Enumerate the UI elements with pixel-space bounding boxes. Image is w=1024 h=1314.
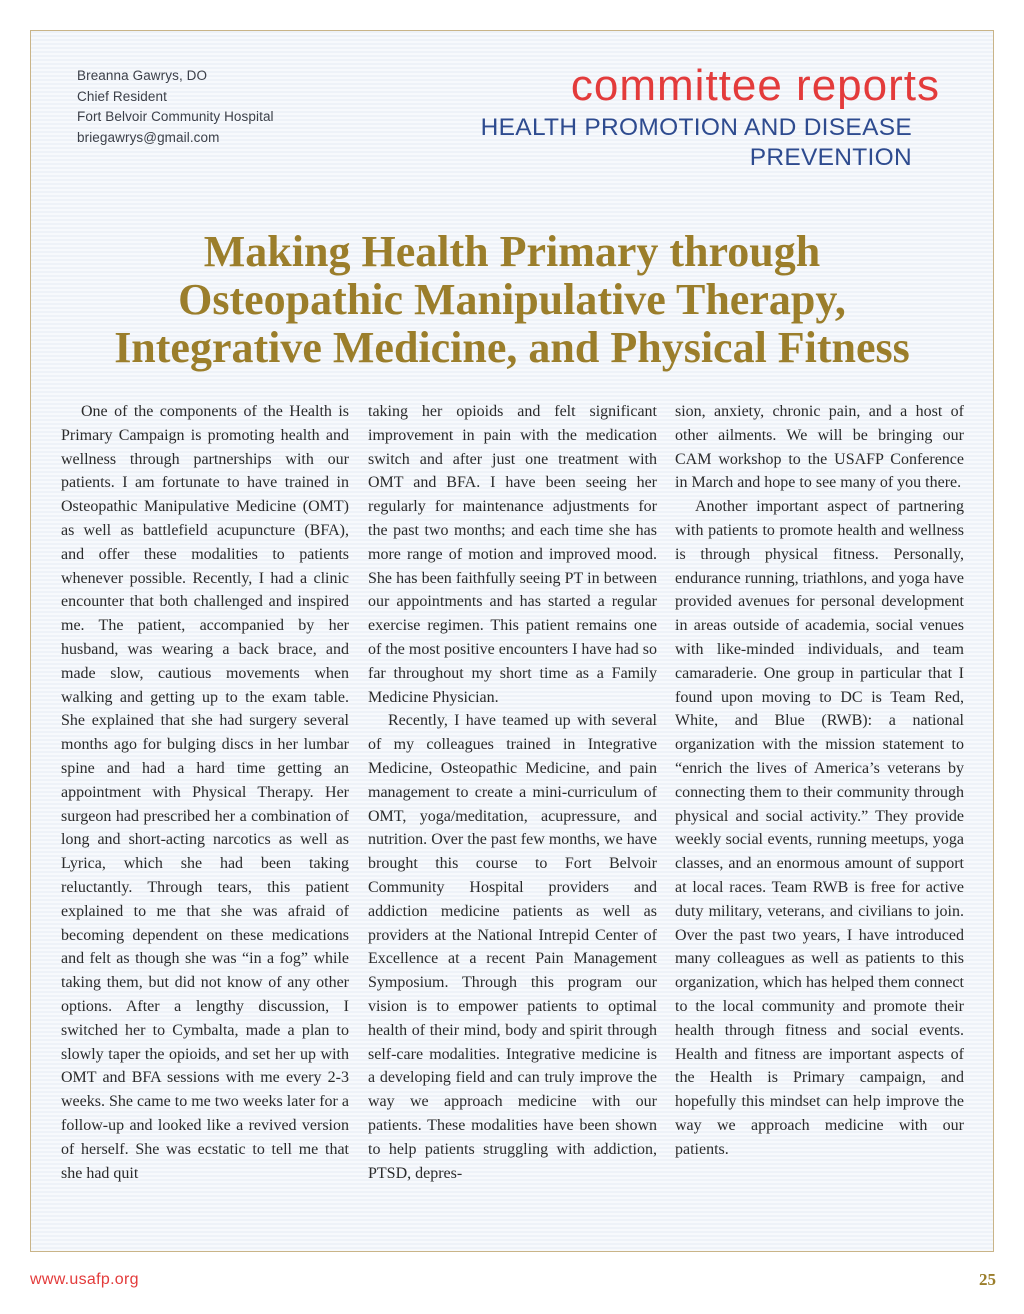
page-number: 25 <box>979 1270 996 1289</box>
author-block <box>77 66 274 148</box>
body-column-1 <box>61 400 349 1240</box>
paragraph: Recently, I have teamed up with several of my colleagues trained in Integrative Medicine, Osteopathic Medicine, and pain management to create a mini-curriculum of OMT, yoga/meditation, acupressure, and nutrition. Over the past few months, we have brought this course to Fort Belvoir Community Hospital providers and addiction medicine patients as well as providers at the National Intrepid Center of Excellence at a recent Pain Management Symposium. Through this program our vision is to empower patients to optimal health of their mind, body and spirit through self-care modalities. Integrative medicine is a developing field and can truly improve the way we approach medicine with our patients. These modalities have been shown to help patients struggling with addiction, PTSD, depres- <box>368 712 657 1182</box>
paragraph: One of the components of the Health is Primary Campaign is promoting health and wellness through partnerships with our patients. I am fortunate to have trained in Osteopathic Manipulative Medicine (OMT) as well as battlefield acupuncture (BFA), and offer these modalities to patients whenever possible. Recently, I had a clinic encounter that both challenged and inspired me. The patient, accompanied by her husband, was wearing a back brace, and made slow, cautious movements when walking and getting up to the exam table. She explained that she had surgery several months ago for bulging discs in her lumbar spine and had a hard time getting an appointment with Physical Therapy. Her surgeon had prescribed her a combination of long and short-acting narcotics as well as Lyrica, which she had been taking reluctantly. Through tears, this patient explained to me that she was afraid of becoming dependent on these medications and felt as though she was “in a fog” while taking them, but did not know of any other options. After a lengthy discussion, I switched her to Cymbalta, made a plan to slowly taper the opioids, and set her up with OMT and BFA sessions with me every 2-3 weeks. She came to me two weeks later for a follow-up and looked like a revived version of herself. She was ecstatic to tell me that she had quit <box>61 403 349 1182</box>
paragraph: Another important aspect of partnering with patients to promote health and wellness is through physical fitness. Personally, endurance running, triathlons, and yoga have provided avenues for personal development in areas outside of academia, social venues with like-minded individuals, and team camaraderie. One group in particular that I found upon moving to DC is Team Red, White, and Blue (RWB): a national organization with the mission statement to “enrich the lives of America’s veterans by connecting them to their community through physical and social activity.” They provide weekly social events, running meetups, yoga classes, and an enormous amount of support at local races. Team RWB is free for active duty military, veterans, and civilians to join. Over the past two years, I have introduced many colleagues as well as patients to this organization, which has helped them connect to the local community and promote their health through fitness and social events. Health and fitness are important aspects of the Health is Primary campaign, and hopefully this mindset can help improve the way we approach medicine with our patients. <box>675 498 964 1158</box>
headline-line-3: Integrative Medicine, and Physical Fitness <box>114 323 910 372</box>
headline-line-1: Making Health Primary through <box>203 227 821 276</box>
author-role: Chief Resident <box>77 88 167 104</box>
body-column-3 <box>675 400 964 1240</box>
article-headline <box>60 228 964 372</box>
section-title: committee reports <box>570 61 940 110</box>
author-hospital: Fort Belvoir Community Hospital <box>77 109 274 124</box>
body-column-2 <box>368 400 657 1240</box>
headline-line-2: Osteopathic Manipulative Therapy, <box>178 275 846 324</box>
section-subtitle: HEALTH PROMOTION AND DISEASE PREVENTION <box>480 114 912 171</box>
paragraph: sion, anxiety, chronic pain, and a host of other ailments. We will be bringing our CAM workshop to the USAFP Conference in March and hope to see many of you there. <box>675 403 964 492</box>
author-name: Breanna Gawrys, DO <box>77 68 208 83</box>
author-email: briegawrys@gmail.com <box>77 129 220 145</box>
footer-url: www.usafp.org <box>30 1271 139 1288</box>
paragraph: taking her opioids and felt significant improvement in pain with the medication switch and after just one treatment with OMT and BFA. I have been seeing her regularly for maintenance adjustments for the past two months; and each time she has more range of motion and improved mood. She has been faithfully seeing PT in between our appointments and has started a regular exercise regimen. This patient remains one of the most positive encounters I have had so far throughout my short time as a Family Medicine Physician. <box>368 403 657 706</box>
